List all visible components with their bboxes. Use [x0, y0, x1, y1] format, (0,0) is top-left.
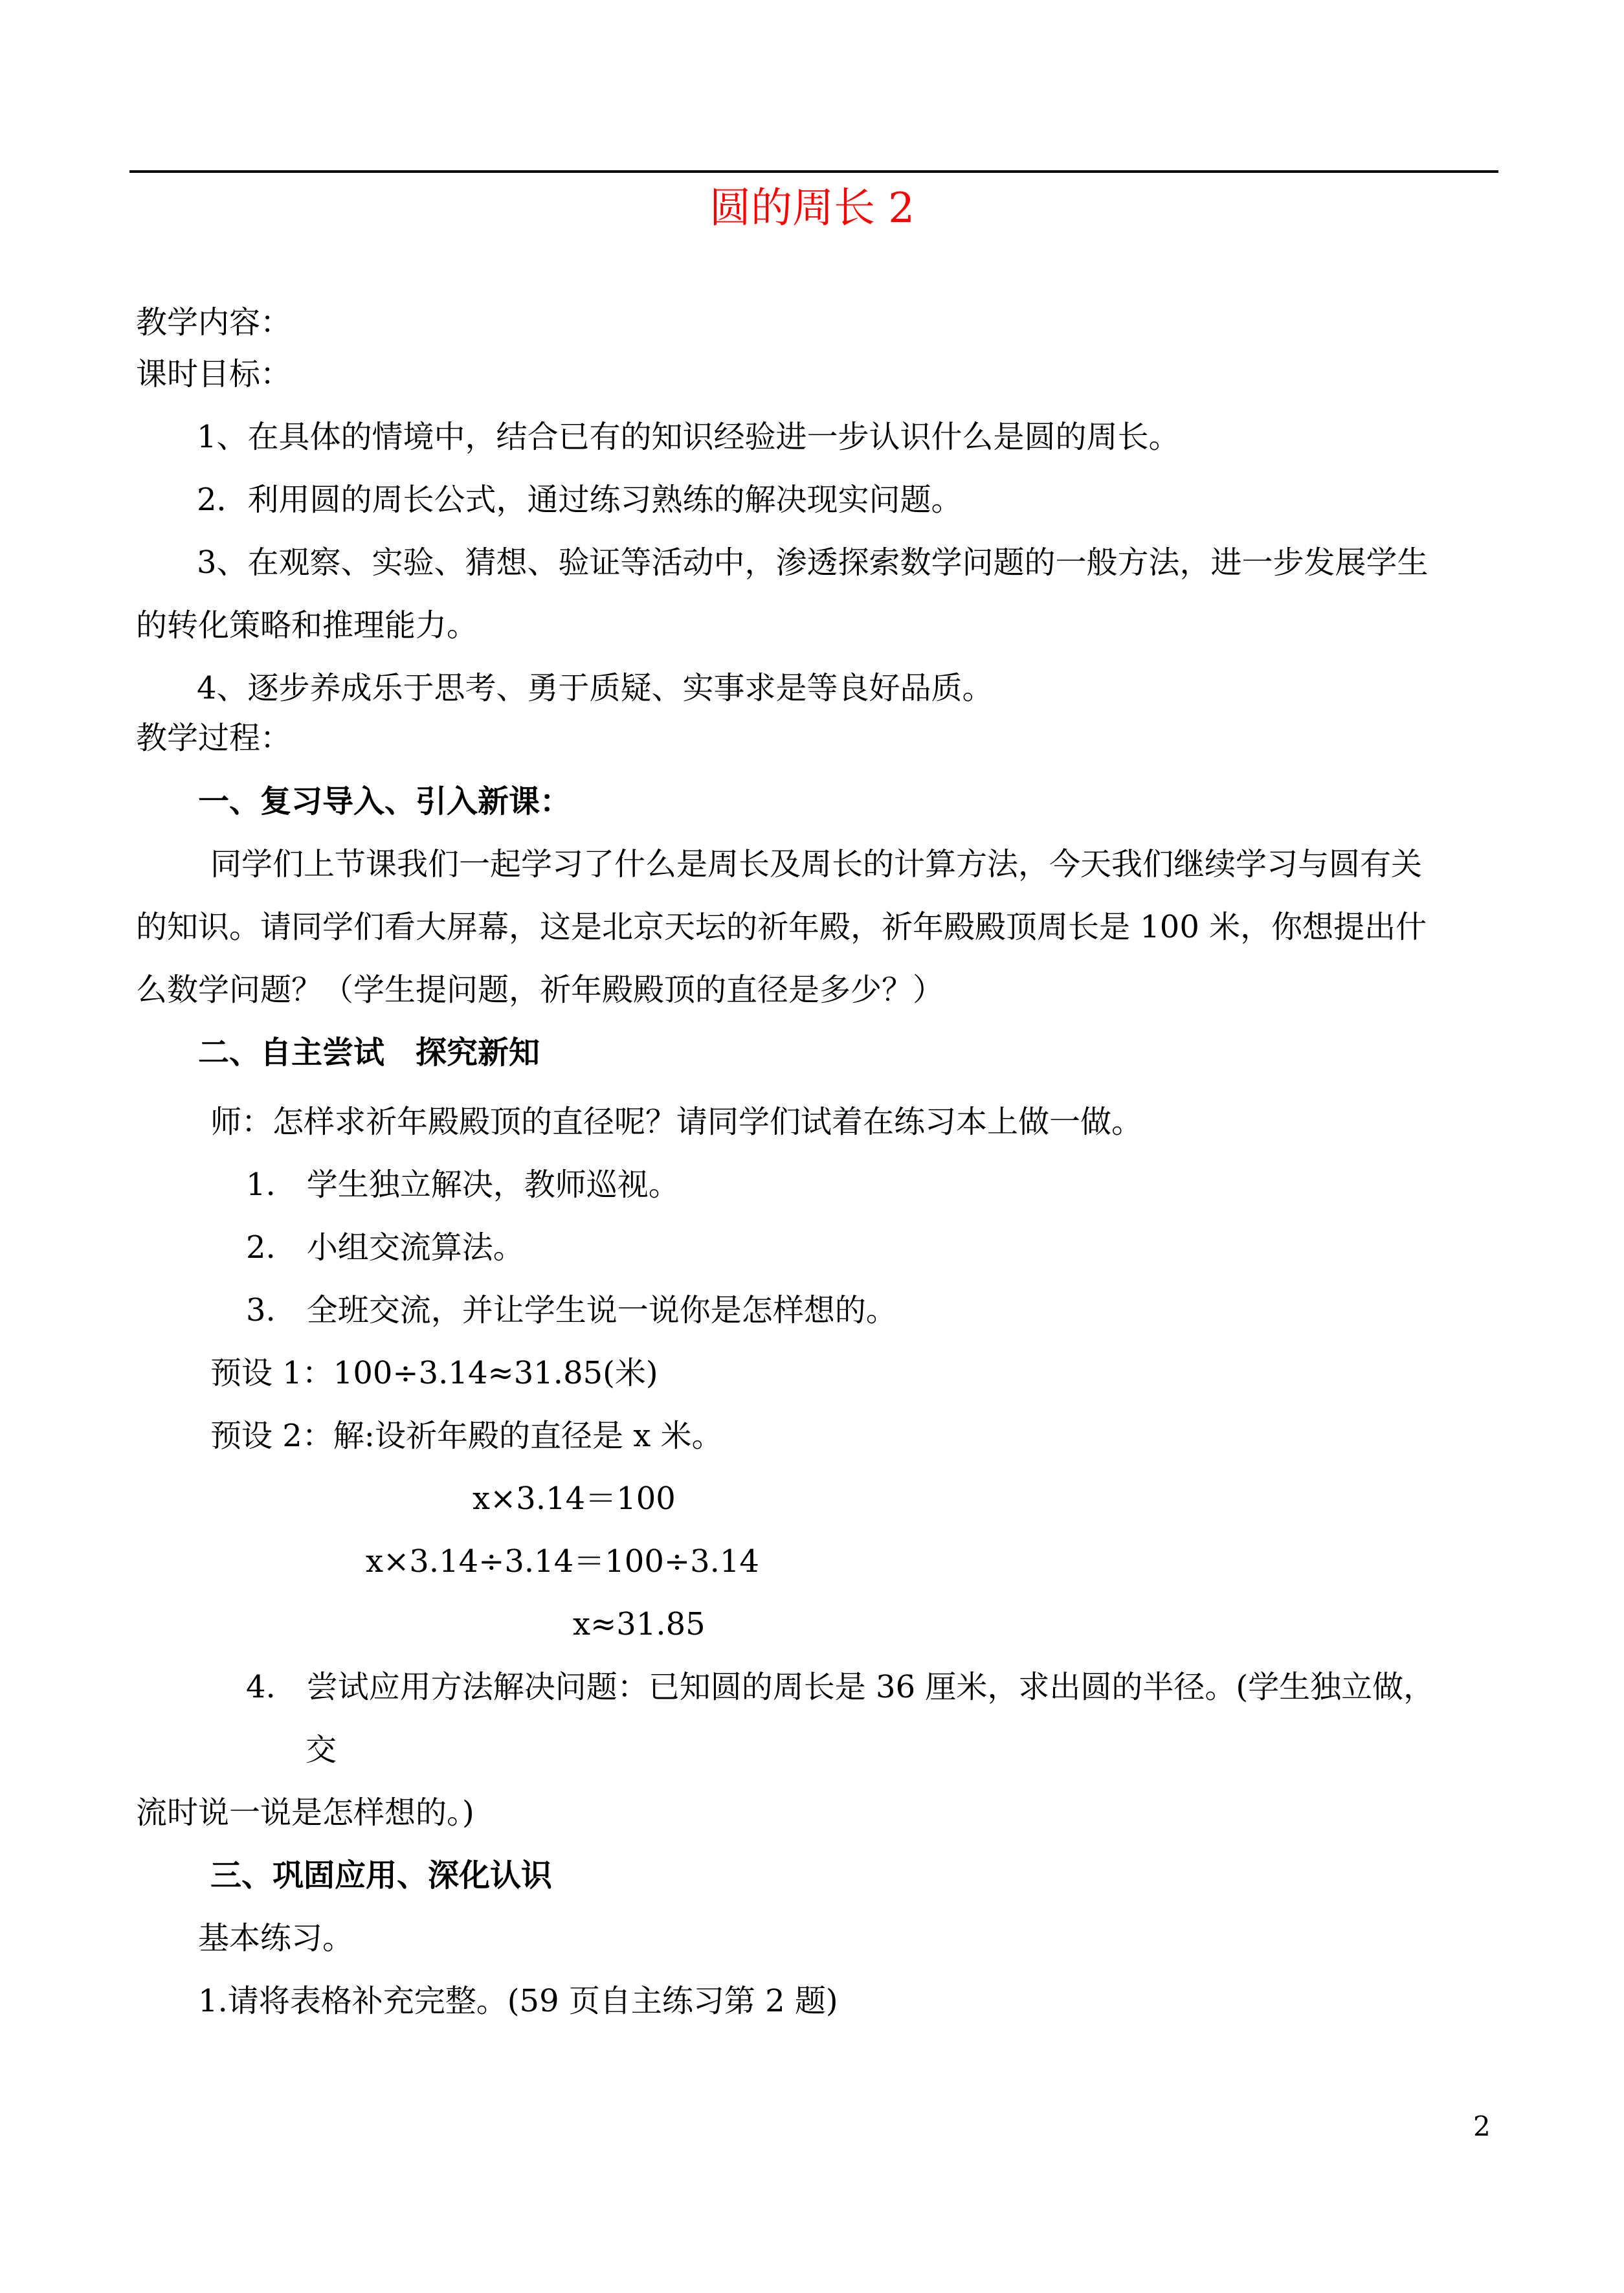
section-2-step-4-continued: 流时说一说是怎样想的。) [136, 1795, 474, 1831]
process-label: 教学过程： [136, 720, 292, 756]
equation-line: x×3.14＝100 [473, 1481, 676, 1517]
page-number: 2 [1473, 2110, 1491, 2142]
equation-line: x≈31.85 [573, 1606, 706, 1642]
goals-label: 课时目标： [136, 356, 292, 392]
page-title: 圆的周长 2 [709, 185, 915, 232]
section-2-step-4: 4. 尝试应用方法解决问题：已知圆的周长是 36 厘米，求出圆的半径。(学生独立做， [246, 1669, 1435, 1705]
section-3-title: 三、巩固应用、深化认识 [210, 1857, 553, 1894]
section-2-question: 师：怎样求祈年殿殿顶的直径呢？请同学们试着在练习本上做一做。 [210, 1104, 1143, 1140]
section-2-step: 2. 小组交流算法。 [246, 1229, 524, 1266]
section-1-line: 的知识。请同学们看大屏幕，这是北京天坛的祈年殿，祈年殿殿顶周长是 100 米，你想提出什 [136, 909, 1427, 945]
section-2-step: 1. 学生独立解决，教师巡视。 [246, 1167, 680, 1203]
section-2-step: 3. 全班交流，并让学生说一说你是怎样想的。 [246, 1292, 897, 1328]
section-1-line: 么数学问题？（学生提问题，祈年殿殿顶的直径是多少？） [136, 972, 944, 1008]
goal-item: 4、逐步养成乐于思考、勇于质疑、实事求是等良好品质。 [197, 670, 994, 706]
basic-practice-label: 基本练习。 [198, 1920, 354, 1956]
preset-1: 预设 1：100÷3.14≈31.85(米) [210, 1355, 658, 1391]
exercise-1: 1.请将表格补充完整。(59 页自主练习第 2 题) [198, 1983, 838, 2019]
goal-item: 3、在观察、实验、猜想、验证等活动中，渗透探索数学问题的一般方法，进一步发展学生 [197, 544, 1429, 581]
preset-2: 预设 2：解:设祈年殿的直径是 x 米。 [210, 1418, 723, 1454]
header-rule [129, 170, 1498, 173]
section-2-title: 二、自主尝试 探究新知 [198, 1035, 540, 1071]
section-1-title: 一、复习导入、引入新课： [198, 783, 572, 820]
goal-item-continued: 的转化策略和推理能力。 [136, 607, 478, 643]
section-2-step-4-wrap: 交 [306, 1732, 337, 1768]
content-label: 教学内容： [136, 304, 292, 341]
goal-item: 1、在具体的情境中，结合已有的知识经验进一步认识什么是圆的周长。 [197, 419, 1180, 455]
section-1-line: 同学们上节课我们一起学习了什么是周长及周长的计算方法，今天我们继续学习与圆有关 [210, 846, 1423, 882]
equation-line: x×3.14÷3.14＝100÷3.14 [366, 1543, 759, 1580]
goal-item: 2．利用圆的周长公式，通过练习熟练的解决现实问题。 [197, 482, 962, 518]
